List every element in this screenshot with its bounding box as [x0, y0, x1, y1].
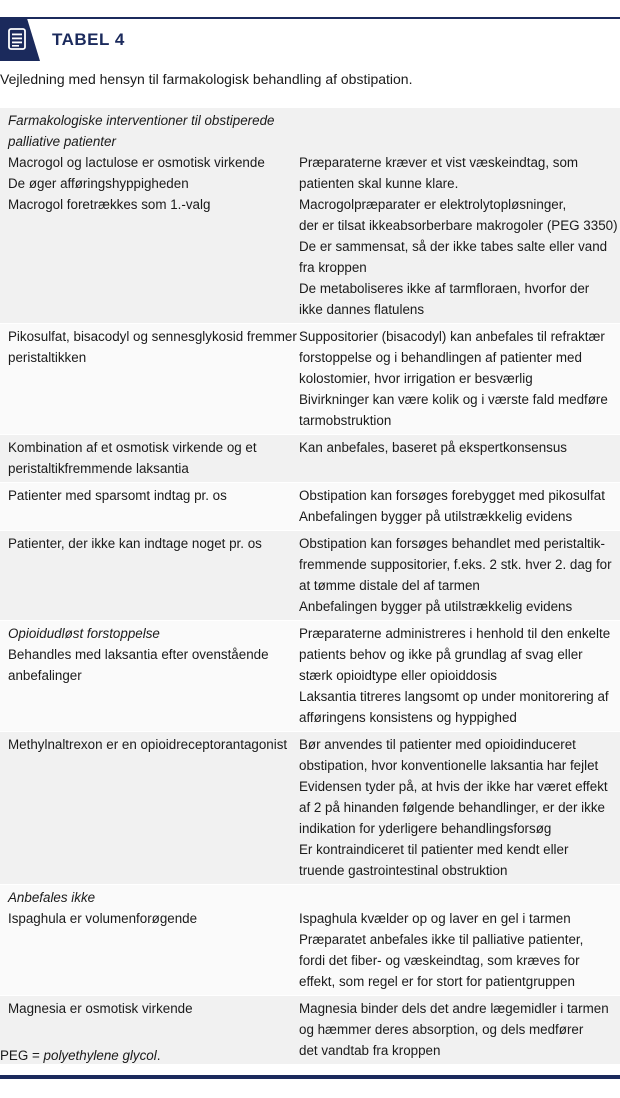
- comment-cell: [296, 485, 620, 527]
- comment-cell: [296, 623, 620, 728]
- table-row: [0, 885, 620, 996]
- comment-cell: [296, 437, 620, 479]
- intervention-cell: [0, 887, 296, 992]
- footnote: [0, 1048, 160, 1063]
- comment-text: kolostomier, hvor irrigation er besværlig: [299, 371, 533, 386]
- table-row: [0, 621, 620, 732]
- comment-text: der er tilsat ikkeabsorberbare makrogoler (PEG 3350): [299, 218, 618, 233]
- comment-cell: [296, 110, 620, 320]
- intervention-text: Macrogol foretrækkes som 1.-valg: [8, 197, 211, 212]
- section-heading: Anbefales ikke: [8, 890, 96, 905]
- footnote-suffix: .: [156, 1048, 161, 1063]
- intervention-cell: [0, 110, 296, 320]
- table-row: [0, 324, 620, 435]
- section-heading: Farmakologiske interventioner til obstiperede: [8, 113, 275, 128]
- comment-text: Anbefalingen bygger på utilstrækkelig evidens: [299, 599, 573, 614]
- table-row: [0, 483, 620, 531]
- comment-text: Er kontraindiceret til patienter med kendt eller: [299, 842, 569, 857]
- intervention-cell: [0, 734, 296, 881]
- footnote-term: polyethylene glycol: [43, 1048, 157, 1063]
- intervention-text: Pikosulfat, bisacodyl og sennesglykosid fremmer: [8, 329, 297, 344]
- comment-text: af 2 på hinanden følgende behandlinger, er der ikke: [299, 800, 605, 815]
- intervention-cell: [0, 623, 296, 728]
- intervention-text: Patienter med sparsomt indtag pr. os: [8, 488, 227, 503]
- comment-text: tarmobstruktion: [299, 413, 392, 428]
- guidance-table: [0, 108, 620, 1065]
- comment-text: Anbefalingen bygger på utilstrækkelig evidens: [299, 509, 573, 524]
- comment-text: fordi det fiber- og væskeindtag, som kræves for: [299, 953, 580, 968]
- intervention-text: peristaltikken: [8, 350, 87, 365]
- comment-text: patients behov og ikke på grundlag af svag eller: [299, 647, 583, 662]
- comment-text: Præparaterne administreres i henhold til den enkelte: [299, 626, 611, 641]
- footnote-prefix: PEG =: [0, 1048, 44, 1063]
- intervention-text: Methylnaltrexon er en opioidreceptorantagonist: [8, 737, 288, 752]
- intervention-text: Kombination af et osmotisk virkende og et: [8, 440, 257, 455]
- comment-text: Kan anbefales, baseret på ekspertkonsensus: [299, 440, 567, 455]
- comment-text: effekt, som regel er for stort for patientgruppen: [299, 974, 575, 989]
- comment-text: patienten skal kunne klare.: [299, 176, 459, 191]
- intervention-text: peristaltikfremmende laksantia: [8, 461, 189, 476]
- comment-text: forstoppelse og i behandlingen af patienter med: [299, 350, 582, 365]
- comment-cell: [296, 887, 620, 992]
- comment-cell: [296, 734, 620, 881]
- section-heading: Opioidudløst forstoppelse: [8, 626, 160, 641]
- comment-text: Obstipation kan forsøges behandlet med peristaltik-: [299, 536, 605, 551]
- comment-text: afføringens konsistens og hyppighed: [299, 710, 517, 725]
- comment-text: stærk opioidtype eller opioiddosis: [299, 668, 497, 683]
- intervention-text: Patienter, der ikke kan indtage noget pr. os: [8, 536, 262, 551]
- comment-text: Præparatet anbefales ikke til palliative patienter,: [299, 932, 584, 947]
- section-heading: palliative patienter: [8, 134, 116, 149]
- table-caption: Vejledning med hensyn til farmakologisk behandling af obstipation.: [0, 71, 413, 87]
- intervention-text: Macrogol og lactulose er osmotisk virkende: [8, 155, 265, 170]
- comment-text: obstipation, hvor konventionelle laksantia har fejlet: [299, 758, 599, 773]
- comment-text: Bør anvendes til patienter med opioidinduceret: [299, 737, 576, 752]
- comment-text: Magnesia binder dels det andre lægemidler i tarmen: [299, 1001, 609, 1016]
- comment-text: fra kroppen: [299, 260, 367, 275]
- spacer: [299, 131, 620, 152]
- table-title: TABEL 4: [52, 30, 125, 49]
- comment-text: truende gastrointestinal obstruktion: [299, 863, 508, 878]
- comment-text: indikation for yderligere behandlingsforsøg: [299, 821, 552, 836]
- intervention-text: anbefalinger: [8, 668, 82, 683]
- comment-text: Suppositorier (bisacodyl) kan anbefales til refraktær: [299, 329, 605, 344]
- table-row: [0, 108, 620, 324]
- comment-text: Præparaterne kræver et vist væskeindtag, som: [299, 155, 579, 170]
- intervention-text: Magnesia er osmotisk virkende: [8, 1001, 193, 1016]
- comment-cell: [296, 326, 620, 431]
- comment-text: ikke dannes flatulens: [299, 302, 425, 317]
- table-badge: [0, 19, 40, 61]
- table-row: [0, 435, 620, 483]
- bottom-rule: [0, 1075, 620, 1079]
- comment-text: De metaboliseres ikke af tarmfloraen, hvorfor der: [299, 281, 590, 296]
- comment-text: Laksantia titreres langsomt op under monitorering af: [299, 689, 609, 704]
- intervention-text: Ispaghula er volumenforøgende: [8, 911, 198, 926]
- comment-text: og hæmmer deres absorption, og dels medfører: [299, 1022, 584, 1037]
- intervention-cell: [0, 485, 296, 527]
- comment-text: Macrogolpræparater er elektrolytopløsninger,: [299, 197, 567, 212]
- comment-text: Bivirkninger kan være kolik og i værste fald medføre: [299, 392, 608, 407]
- spacer: [299, 110, 620, 131]
- intervention-cell: [0, 326, 296, 431]
- comment-text: Obstipation kan forsøges forebygget med pikosulfat: [299, 488, 605, 503]
- comment-cell: [296, 533, 620, 617]
- table-row: [0, 531, 620, 621]
- intervention-cell: [0, 437, 296, 479]
- comment-cell: [296, 998, 620, 1061]
- intervention-cell: [0, 533, 296, 617]
- comment-text: at tømme distale del af tarmen: [299, 578, 480, 593]
- comment-text: De er sammensat, så der ikke tabes salte eller vand: [299, 239, 608, 254]
- comment-text: det vandtab fra kroppen: [299, 1043, 441, 1058]
- comment-text: Evidensen tyder på, at hvis der ikke har været effekt: [299, 779, 608, 794]
- comment-text: Ispaghula kvælder op og laver en gel i tarmen: [299, 911, 571, 926]
- intervention-text: Behandles med laksantia efter ovenstående: [8, 647, 269, 662]
- comment-text: fremmende suppositorier, f.eks. 2 stk. hver 2. dag for: [299, 557, 612, 572]
- intervention-text: De øger afføringshyppigheden: [8, 176, 189, 191]
- document-list-icon: [8, 28, 26, 50]
- table-header: [0, 19, 620, 61]
- table-row: [0, 732, 620, 885]
- comment-text: [299, 887, 620, 908]
